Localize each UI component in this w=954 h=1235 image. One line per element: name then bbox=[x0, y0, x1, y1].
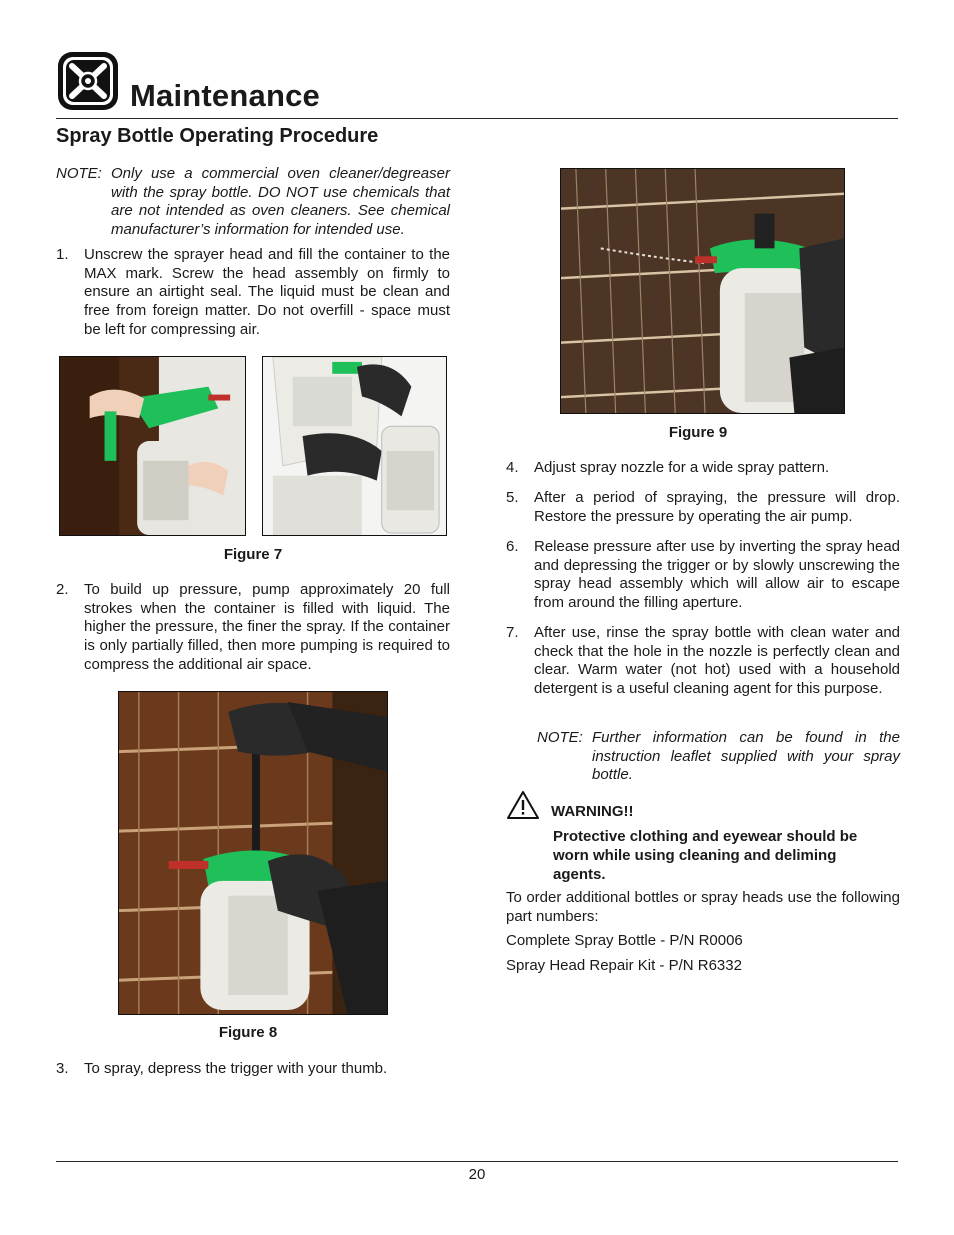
figure-8-photo-pumping bbox=[118, 691, 388, 1015]
step-number: 1. bbox=[56, 246, 69, 263]
step-number: 5. bbox=[506, 489, 519, 506]
note-text: Further information can be found in the instruction leaflet supplied with your spray bottle. bbox=[592, 729, 900, 784]
maintenance-tools-icon bbox=[56, 50, 120, 112]
figure-8-caption: Figure 8 bbox=[218, 1024, 278, 1041]
note-label: NOTE: bbox=[537, 729, 583, 746]
step-3-text: To spray, depress the trigger with your thumb. bbox=[84, 1060, 388, 1077]
step-number: 4. bbox=[506, 459, 519, 476]
warning-title: WARNING!! bbox=[551, 803, 634, 820]
step-7-text: After use, rinse the spray bottle with clean water and check that the hole in the nozzle is perfectly clean and clear. Warm water (not hot) used with a household detergent is a useful cleaning agent for this purpose. bbox=[534, 624, 900, 698]
page-number: 20 bbox=[468, 1166, 486, 1183]
note-label: NOTE: bbox=[56, 165, 102, 182]
section-title: Spray Bottle Operating Procedure bbox=[56, 125, 379, 147]
step-6-text: Release pressure after use by inverting the spray head and depressing the trigger or by slowly unscrewing the spray head assembly which will allow air to escape from around the filling aperture. bbox=[534, 538, 900, 612]
order-text: To order additional bottles or spray heads use the following part numbers: bbox=[506, 889, 900, 925]
warning-text: Protective clothing and eyewear should be worn while using cleaning and deliming agents. bbox=[553, 828, 858, 883]
step-1-text: Unscrew the sprayer head and fill the container to the MAX mark. Screw the head assembly on firmly to ensure an airtight seal. The liquid must be clean and free from foreign matter. Do not overfill - space must be left for compressing air. bbox=[84, 246, 450, 338]
step-number: 7. bbox=[506, 624, 519, 641]
page-title: Maintenance bbox=[130, 78, 320, 113]
step-number: 2. bbox=[56, 581, 69, 598]
figure-9-photo-spraying bbox=[560, 168, 845, 414]
footer-divider bbox=[56, 1161, 898, 1162]
step-number: 6. bbox=[506, 538, 519, 555]
figure-7-caption: Figure 7 bbox=[223, 546, 283, 563]
step-2-text: To build up pressure, pump approximately 20 full strokes when the container is filled with liquid. The higher the pressure, the finer the spray. If the container is only partially filled, then more pumping is required to compress the additional air space. bbox=[84, 581, 450, 673]
figure-9-caption: Figure 9 bbox=[668, 424, 728, 441]
step-5-text: After a period of spraying, the pressure will drop. Restore the pressure by operating the air pump. bbox=[534, 489, 900, 525]
step-number: 3. bbox=[56, 1060, 69, 1077]
header-divider bbox=[56, 118, 898, 119]
step-4-text: Adjust spray nozzle for a wide spray pattern. bbox=[534, 459, 830, 476]
figure-7-photo-filling bbox=[59, 356, 246, 536]
part-number-1: Complete Spray Bottle - P/N R0006 bbox=[506, 932, 743, 949]
warning-icon bbox=[506, 790, 540, 820]
note-text: Only use a commercial oven cleaner/degreaser with the spray bottle. DO NOT use chemicals that are not intended as oven cleaners. See chemical manufacturer’s information for intended use. bbox=[111, 165, 450, 239]
part-number-2: Spray Head Repair Kit - P/N R6332 bbox=[506, 957, 742, 974]
figure-7-photo-pouring bbox=[262, 356, 447, 536]
